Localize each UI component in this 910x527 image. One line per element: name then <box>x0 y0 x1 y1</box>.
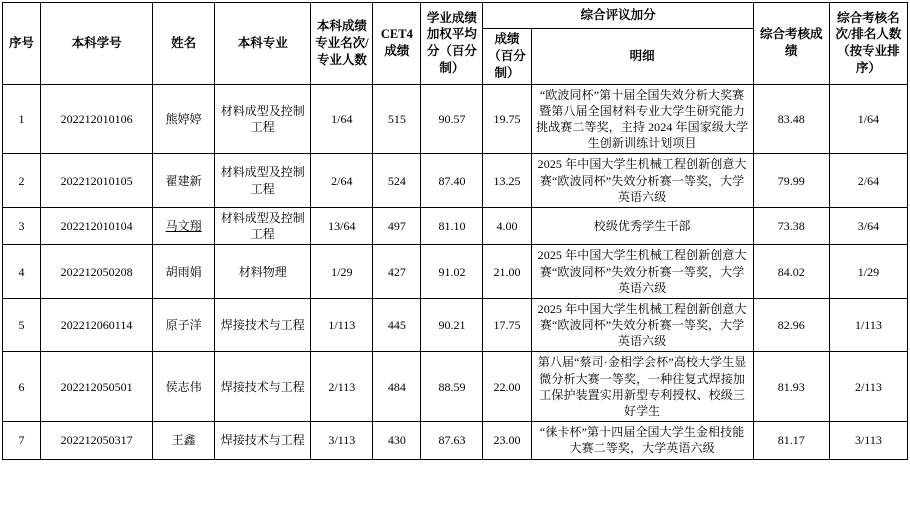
cell-total-score: 84.02 <box>753 245 829 299</box>
student-evaluation-table <box>2 2 908 460</box>
table-row <box>3 207 908 244</box>
cell-comprehensive-score: 4.00 <box>483 207 531 244</box>
cell-seq: 4 <box>3 245 41 299</box>
cell-student-id: 202212010105 <box>41 154 153 208</box>
cell-seq: 6 <box>3 352 41 422</box>
cell-major: 材料成型及控制工程 <box>215 207 311 244</box>
document-sheet <box>0 2 910 527</box>
cell-major-rank: 3/113 <box>311 422 373 459</box>
cell-student-id: 202212050317 <box>41 422 153 459</box>
cell-name: 原子洋 <box>153 298 215 352</box>
cell-total-score: 83.48 <box>753 84 829 154</box>
cell-comprehensive-detail: “徕卡杯”第十四届全国大学生金相技能大赛二等奖，大学英语六级 <box>531 422 753 459</box>
header-student-id: 本科学号 <box>41 3 153 85</box>
header-cet4: CET4成绩 <box>373 3 421 85</box>
cell-cet4: 484 <box>373 352 421 422</box>
table-row <box>3 245 908 299</box>
cell-final-rank: 3/64 <box>829 207 907 244</box>
cell-final-rank: 1/64 <box>829 84 907 154</box>
cell-total-score: 73.38 <box>753 207 829 244</box>
cell-major: 焊接技术与工程 <box>215 352 311 422</box>
cell-cet4: 427 <box>373 245 421 299</box>
cell-final-rank: 3/113 <box>829 422 907 459</box>
cell-seq: 1 <box>3 84 41 154</box>
table-row <box>3 154 908 208</box>
cell-gpa: 87.40 <box>421 154 483 208</box>
cell-comprehensive-score: 19.75 <box>483 84 531 154</box>
cell-major: 焊接技术与工程 <box>215 298 311 352</box>
cell-comprehensive-score: 23.00 <box>483 422 531 459</box>
cell-total-score: 82.96 <box>753 298 829 352</box>
cell-major-rank: 1/113 <box>311 298 373 352</box>
cell-student-id: 202212050208 <box>41 245 153 299</box>
cell-major: 材料成型及控制工程 <box>215 84 311 154</box>
cell-cet4: 515 <box>373 84 421 154</box>
cell-gpa: 90.57 <box>421 84 483 154</box>
cell-total-score: 81.93 <box>753 352 829 422</box>
header-gpa: 学业成绩加权平均分（百分制） <box>421 3 483 85</box>
header-major-rank: 本科成绩专业名次/专业人数 <box>311 3 373 85</box>
table-header-row-1 <box>3 3 908 29</box>
cell-seq: 3 <box>3 207 41 244</box>
table-row <box>3 298 908 352</box>
cell-major-rank: 2/113 <box>311 352 373 422</box>
cell-final-rank: 2/64 <box>829 154 907 208</box>
cell-cet4: 524 <box>373 154 421 208</box>
table-body <box>3 84 908 459</box>
cell-comprehensive-score: 22.00 <box>483 352 531 422</box>
cell-gpa: 87.63 <box>421 422 483 459</box>
cell-major-rank: 13/64 <box>311 207 373 244</box>
header-comprehensive-detail: 明细 <box>531 29 753 85</box>
table-header <box>3 3 908 85</box>
cell-cet4: 445 <box>373 298 421 352</box>
cell-final-rank: 2/113 <box>829 352 907 422</box>
cell-name: 熊婷婷 <box>153 84 215 154</box>
cell-name: 王鑫 <box>153 422 215 459</box>
header-name: 姓名 <box>153 3 215 85</box>
cell-major: 材料物理 <box>215 245 311 299</box>
cell-comprehensive-detail: 2025 年中国大学生机械工程创新创意大赛“欧波同杯”失效分析赛一等奖，大学英语六级 <box>531 298 753 352</box>
cell-comprehensive-detail: 校级优秀学生干部 <box>531 207 753 244</box>
table-row <box>3 422 908 459</box>
cell-major-rank: 1/64 <box>311 84 373 154</box>
cell-major-rank: 1/29 <box>311 245 373 299</box>
cell-name: 翟建新 <box>153 154 215 208</box>
cell-comprehensive-detail: “欧波同杯”第十届全国失效分析大奖赛暨第八届全国材料专业大学生研究能力挑战赛二等奖，主持 2024 年国家级大学生创新训练计划项目 <box>531 84 753 154</box>
cell-comprehensive-score: 13.25 <box>483 154 531 208</box>
cell-major: 材料成型及控制工程 <box>215 154 311 208</box>
cell-comprehensive-detail: 2025 年中国大学生机械工程创新创意大赛“欧波同杯”失效分析赛一等奖，大学英语六级 <box>531 154 753 208</box>
cell-comprehensive-score: 21.00 <box>483 245 531 299</box>
cell-student-id: 202212060114 <box>41 298 153 352</box>
cell-major-rank: 2/64 <box>311 154 373 208</box>
cell-total-score: 81.17 <box>753 422 829 459</box>
cell-comprehensive-detail: 第八届“蔡司·金相学会杯”高校大学生显微分析大赛一等奖，一种往复式焊接加工保护装置实用新型专利授权、校级三好学生 <box>531 352 753 422</box>
cell-name: 侯志伟 <box>153 352 215 422</box>
table-row <box>3 84 908 154</box>
header-major: 本科专业 <box>215 3 311 85</box>
cell-cet4: 430 <box>373 422 421 459</box>
cell-final-rank: 1/29 <box>829 245 907 299</box>
header-total-score: 综合考核成绩 <box>753 3 829 85</box>
cell-gpa: 88.59 <box>421 352 483 422</box>
table-row <box>3 352 908 422</box>
header-final-rank: 综合考核名次/排名人数（按专业排序） <box>829 3 907 85</box>
cell-gpa: 90.21 <box>421 298 483 352</box>
cell-cet4: 497 <box>373 207 421 244</box>
cell-name: 马文翔 <box>153 207 215 244</box>
header-seq: 序号 <box>3 3 41 85</box>
cell-final-rank: 1/113 <box>829 298 907 352</box>
cell-student-id: 202212010106 <box>41 84 153 154</box>
cell-seq: 5 <box>3 298 41 352</box>
header-comprehensive-group: 综合评议加分 <box>483 3 753 29</box>
cell-student-id: 202212050501 <box>41 352 153 422</box>
cell-student-id: 202212010104 <box>41 207 153 244</box>
cell-total-score: 79.99 <box>753 154 829 208</box>
cell-name: 胡雨娟 <box>153 245 215 299</box>
cell-comprehensive-score: 17.75 <box>483 298 531 352</box>
cell-gpa: 81.10 <box>421 207 483 244</box>
header-comprehensive-score: 成绩（百分制） <box>483 29 531 85</box>
cell-seq: 7 <box>3 422 41 459</box>
cell-comprehensive-detail: 2025 年中国大学生机械工程创新创意大赛“欧波同杯”失效分析赛一等奖，大学英语六级 <box>531 245 753 299</box>
cell-major: 焊接技术与工程 <box>215 422 311 459</box>
cell-gpa: 91.02 <box>421 245 483 299</box>
cell-seq: 2 <box>3 154 41 208</box>
